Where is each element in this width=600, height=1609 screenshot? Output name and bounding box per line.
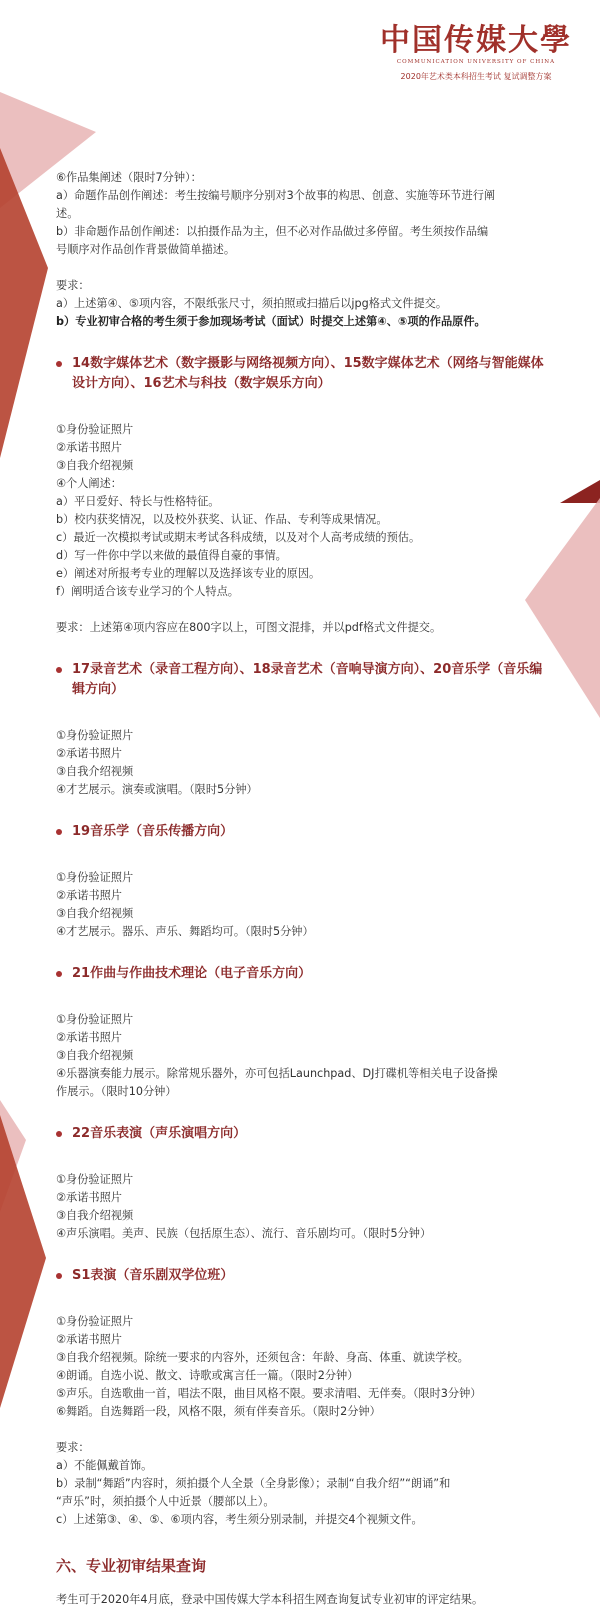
text-line: a）不能佩戴首饰。	[56, 1459, 153, 1472]
text-line: b）非命题作品创作阐述：以拍摄作品为主，但不必对作品做过多停留。考生须按作品编	[56, 225, 489, 238]
text-line: ③自我介绍视频	[56, 765, 134, 778]
text-line: ③自我介绍视频	[56, 1049, 134, 1062]
section-heading	[56, 964, 544, 984]
spacer	[56, 637, 544, 655]
section-heading-text: 22音乐表演（声乐演唱方向）	[72, 1126, 247, 1141]
bold-text-line: b）专业初审合格的考生须于参加现场考试（面试）时提交上述第④、⑤项的作品原件。	[56, 315, 486, 328]
spacer	[56, 601, 544, 619]
spacer	[56, 993, 544, 1011]
text-line: ④声乐演唱。美声、民族（包括原生态）、流行、音乐剧均可。（限时5分钟）	[56, 1227, 432, 1240]
university-logo: 中国传媒大學	[380, 23, 572, 58]
text-line: 要求：	[56, 279, 90, 292]
bullet-dot-icon	[56, 361, 62, 367]
section-heading-text: 21作曲与作曲技术理论（电子音乐方向）	[72, 966, 312, 981]
text-line: ③自我介绍视频	[56, 1209, 134, 1222]
red-triangle-bottom-left	[0, 1115, 46, 1408]
text-line: ④才艺展示。演奏或演唱。（限时5分钟）	[56, 783, 258, 796]
section-heading-text: 14数字媒体艺术（数字摄影与网络视频方向）、15数字媒体艺术（网络与智能媒体设计方向）、16艺术与科技（数字娱乐方向）	[72, 356, 544, 391]
text-line: “声乐”时，须拍摄个人中近景（腰部以上）。	[56, 1495, 275, 1508]
text-line: c）最近一次模拟考试或期末考试各科成绩，以及对个人高考成绩的预估。	[56, 531, 421, 544]
text-line: ⑥舞蹈。自选舞蹈一段，风格不限，须有伴奏音乐。（限时2分钟）	[56, 1405, 381, 1418]
section-heading-text: S1表演（音乐剧双学位班）	[72, 1268, 234, 1283]
spacer	[56, 941, 544, 959]
text-line: ④朗诵。自选小说、散文、诗歌或寓言任一篇。（限时2分钟）	[56, 1369, 359, 1382]
text-line: a）上述第④、⑤项内容，不限纸张尺寸，须拍照或扫描后以jpg格式文件提交。	[56, 297, 448, 310]
text-line: d）写一件你中学以来做的最值得自豪的事情。	[56, 549, 287, 562]
text-line: ④乐器演奏能力展示。除常规乐器外，亦可包括Launchpad、DJ打碟机等相关电子设备操	[56, 1067, 498, 1080]
bullet-dot-icon	[56, 1131, 62, 1137]
dark-triangle-right	[560, 480, 600, 503]
section-heading	[56, 1266, 544, 1286]
text-line: a）平日爱好、特长与性格特征。	[56, 495, 220, 508]
text-line: ③自我介绍视频。除统一要求的内容外，还须包含：年龄、身高、体重、就读学校。	[56, 1351, 469, 1364]
header	[380, 23, 572, 82]
chapter-heading: 六、专业初审结果查询	[56, 1557, 207, 1575]
text-line: c）上述第③、④、⑤、⑥项内容，考生须分别录制，并提交4个视频文件。	[56, 1513, 423, 1526]
text-line: ①身份验证照片	[56, 1173, 134, 1186]
spacer	[56, 1153, 544, 1171]
text-line: ①身份验证照片	[56, 1315, 134, 1328]
text-line: ③自我介绍视频	[56, 907, 134, 920]
text-line: ②承诺书照片	[56, 441, 122, 454]
section-heading	[56, 822, 544, 842]
university-logo-english: COMMUNICATION UNIVERSITY OF CHINA	[396, 59, 556, 65]
text-line: b）校内获奖情况，以及校外获奖、认证、作品、专利等成果情况。	[56, 513, 388, 526]
text-line: 作展示。（限时10分钟）	[56, 1085, 177, 1098]
spacer	[56, 259, 544, 277]
text-line: ②承诺书照片	[56, 889, 122, 902]
text-line: ⑤声乐。自选歌曲一首，唱法不限，曲目风格不限。要求清唱、无伴奏。（限时3分钟）	[56, 1387, 482, 1400]
text-line: ①身份验证照片	[56, 1013, 134, 1026]
section-heading-text: 19音乐学（音乐传播方向）	[72, 824, 234, 839]
spacer	[56, 709, 544, 727]
text-line: ①身份验证照片	[56, 423, 134, 436]
text-line: ②承诺书照片	[56, 1031, 122, 1044]
section-heading	[56, 1124, 544, 1144]
spacer	[56, 1421, 544, 1439]
spacer	[56, 851, 544, 869]
spacer	[56, 1101, 544, 1119]
text-line: ①身份验证照片	[56, 871, 134, 884]
text-line: ②承诺书照片	[56, 747, 122, 760]
bullet-dot-icon	[56, 667, 62, 673]
spacer	[56, 1295, 544, 1313]
text-line: a）命题作品创作阐述：考生按编号顺序分别对3个故事的构思、创意、实施等环节进行阐	[56, 189, 496, 202]
text-line: b）录制“舞蹈”内容时，须拍摄个人全景（全身影像）；录制“自我介绍”“朗诵”和	[56, 1477, 451, 1490]
text-line: ②承诺书照片	[56, 1191, 122, 1204]
document-body	[56, 169, 544, 1609]
text-line: 要求：上述第④项内容应在800字以上，可图文混排，并以pdf格式文件提交。	[56, 621, 442, 634]
text-line: 述。	[56, 207, 79, 220]
bullet-dot-icon	[56, 1273, 62, 1279]
text-line: 要求：	[56, 1441, 90, 1454]
text-line: ③自我介绍视频	[56, 459, 134, 472]
spacer	[56, 1529, 544, 1547]
text-line: ①身份验证照片	[56, 729, 134, 742]
bullet-dot-icon	[56, 971, 62, 977]
red-triangle-left	[0, 148, 48, 458]
section-heading-text: 17录音艺术（录音工程方向）、18录音艺术（音响导演方向）、20音乐学（音乐编辑方向）	[72, 662, 543, 697]
text-line: ④个人阐述：	[56, 477, 122, 490]
section-heading	[56, 354, 544, 394]
text-line: 号顺序对作品创作背景做简单描述。	[56, 243, 236, 256]
bullet-dot-icon	[56, 829, 62, 835]
section-heading	[56, 660, 544, 700]
text-line: ⑥作品集阐述（限时7分钟）：	[56, 171, 202, 184]
text-line: ②承诺书照片	[56, 1333, 122, 1346]
text-line: e）阐述对所报考专业的理解以及选择该专业的原因。	[56, 567, 321, 580]
document-subtitle: 2020年艺术类本科招生考试 复试调整方案	[400, 72, 552, 81]
text-line: 考生可于2020年4月底，登录中国传媒大学本科招生网查询复试专业初审的评定结果。	[56, 1593, 484, 1606]
spacer	[56, 1243, 544, 1261]
text-line: ④才艺展示。器乐、声乐、舞蹈均可。（限时5分钟）	[56, 925, 314, 938]
spacer	[56, 403, 544, 421]
text-line: f）阐明适合该专业学习的个人特点。	[56, 585, 239, 598]
spacer	[56, 799, 544, 817]
spacer	[56, 331, 544, 349]
